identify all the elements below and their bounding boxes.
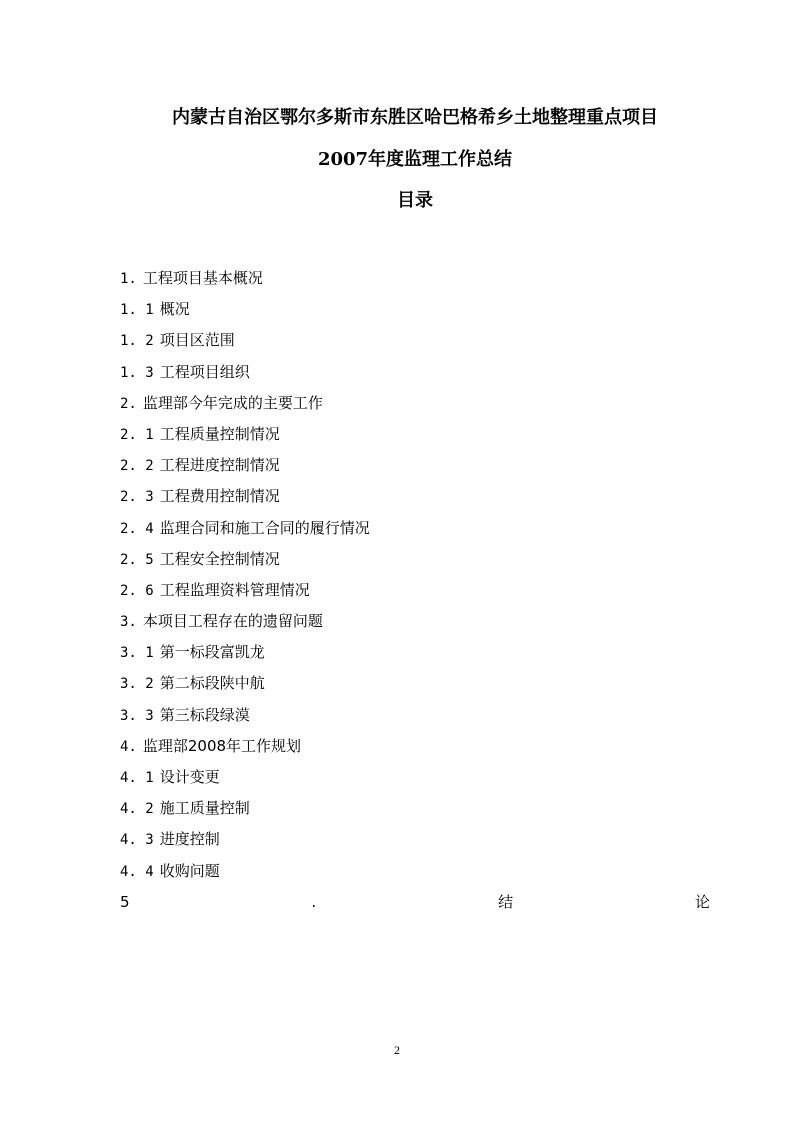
page-number: 2: [394, 1043, 400, 1057]
toc-item-text: 收购问题: [159, 861, 220, 880]
document-subtitle: 2007年度监理工作总结: [317, 149, 513, 170]
toc-item-text: 监理部今年完成的主要工作: [142, 393, 323, 412]
toc-item-text: 进度控制: [159, 830, 220, 849]
toc-item-number: 3. 3: [120, 707, 154, 724]
toc-item-text: 工程项目组织: [159, 362, 250, 381]
toc-item-text: 工程费用控制情况: [159, 487, 280, 506]
toc-item: [120, 547, 710, 578]
toc-item-text: 监理合同和施工合同的履行情况: [159, 518, 370, 537]
toc-item: [120, 827, 710, 858]
toc-item: [120, 765, 710, 796]
toc-item: [120, 796, 710, 827]
toc-item-number: 4. 4: [120, 863, 154, 880]
toc-item: [120, 859, 710, 890]
toc-item-number: 2.: [120, 395, 137, 412]
toc-item-text: 项目区范围: [159, 331, 235, 350]
toc-item-number: 2. 5: [120, 551, 154, 568]
toc-item: [120, 266, 710, 297]
toc-item: [120, 609, 710, 640]
toc-item: [120, 453, 710, 484]
toc-item-text-char: 论: [694, 892, 710, 911]
toc-item-text: 第一标段富凯龙: [159, 643, 265, 662]
table-of-contents: [120, 266, 710, 921]
toc-item: [120, 703, 710, 734]
toc-item-text: 监理部2008年工作规划: [142, 736, 302, 755]
toc-item-number: 2. 3: [120, 489, 154, 506]
toc-item: [120, 360, 710, 391]
toc-item-text: 概况: [159, 300, 190, 319]
toc-item-number: 2. 2: [120, 458, 154, 475]
toc-item: [120, 422, 710, 453]
toc-item-dot: .: [311, 892, 317, 911]
toc-item-number: 3.: [120, 614, 137, 631]
toc-item-text: 施工质量控制: [159, 799, 250, 818]
toc-item-number: 3. 2: [120, 676, 154, 693]
toc-item-text: 工程安全控制情况: [159, 549, 280, 568]
toc-item-text: 工程进度控制情况: [159, 456, 280, 475]
toc-item-number: 3. 1: [120, 645, 154, 662]
toc-item: [120, 297, 710, 328]
document-title: 内蒙古自治区鄂尔多斯市东胜区哈巴格希乡土地整理重点项目: [172, 107, 658, 128]
toc-item-text: 第二标段陕中航: [159, 674, 265, 693]
toc-item: [120, 671, 710, 702]
toc-item: [120, 640, 710, 671]
toc-item-text: 设计变更: [159, 768, 220, 786]
toc-item-conclusion: [120, 890, 710, 921]
toc-item-number: 2. 4: [120, 520, 154, 537]
toc-item-number: 1. 1: [120, 302, 154, 319]
toc-item-number: 1.: [120, 271, 137, 287]
toc-item: [120, 328, 710, 359]
toc-item: [120, 578, 710, 609]
toc-item-number: 1. 2: [120, 333, 154, 350]
toc-item-text: 本项目工程存在的遗留问题: [142, 612, 323, 631]
toc-item-number: 2. 6: [120, 582, 154, 599]
toc-item-text-char: 结: [498, 892, 514, 911]
toc-item: [120, 391, 710, 422]
toc-heading: 目录: [397, 190, 433, 211]
toc-item-text: 工程项目基本概况: [142, 269, 263, 287]
toc-item: [120, 484, 710, 515]
toc-item-text: 工程质量控制情况: [159, 424, 280, 443]
toc-item-number: 5: [120, 892, 130, 911]
toc-item: [120, 516, 710, 547]
toc-item-number: 4.: [120, 738, 137, 755]
toc-item: [120, 734, 710, 765]
toc-item-number: 2. 1: [120, 426, 154, 443]
toc-item-number: 1. 3: [120, 364, 154, 381]
toc-item-number: 4. 2: [120, 801, 154, 818]
toc-item-number: 4. 3: [120, 832, 154, 849]
toc-item-text: 工程监理资料管理情况: [159, 580, 310, 599]
toc-item-text: 第三标段绿漠: [159, 705, 250, 724]
toc-item-number: 4. 1: [120, 770, 154, 786]
